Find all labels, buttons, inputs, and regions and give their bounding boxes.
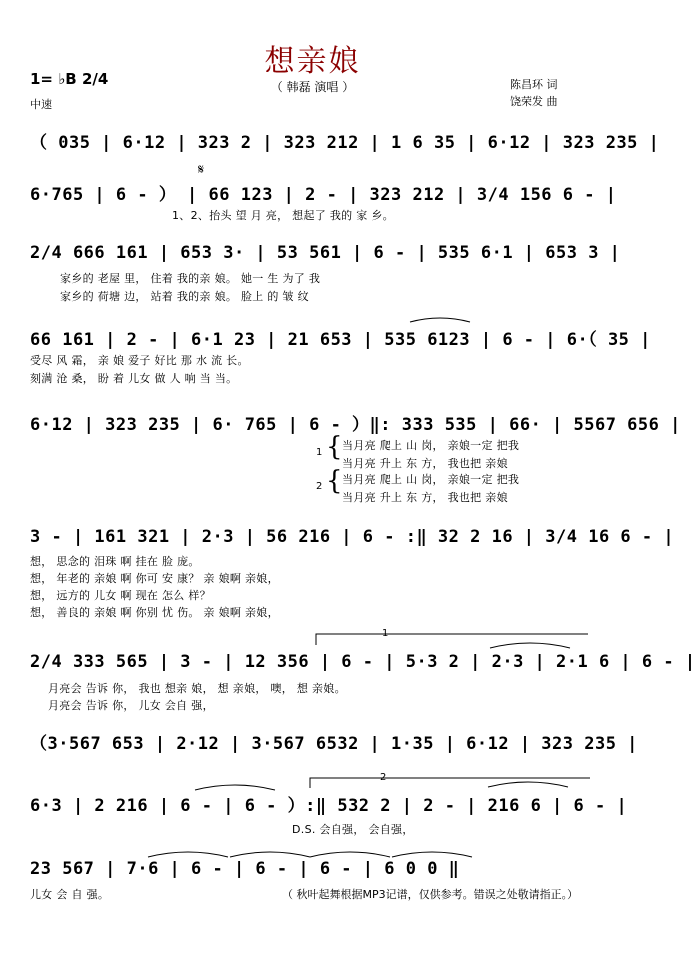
lyric-line-6c: 想， 远方的 儿女 啊 现在 怎么 样？ bbox=[30, 589, 211, 602]
verse-brace-1: { bbox=[326, 432, 343, 462]
lyric-line-4b: 刻满 沧 桑， 盼 着 儿女 做 人 响 当 当。 bbox=[30, 372, 238, 385]
composer-credit: 饶荣发 曲 bbox=[510, 95, 558, 108]
lyric-line-4a: 受尽 风 霜， 亲 娘 爱子 好比 那 水 流 长。 bbox=[30, 354, 249, 367]
music-line-8: （3·567 653 | 2·12 | 3·567 6532 | 1·35 | 6·12 | 323 235 | bbox=[30, 734, 638, 754]
verse-1-line-a: 当月亮 爬上 山 岗， 亲娘一定 把我 bbox=[342, 439, 520, 452]
slur-mark bbox=[230, 852, 310, 857]
music-line-6: 3 - | 161 321 | 2·3 | 56 216 | 6 - :‖ 32 2 16 | 3/4 16 6 - | bbox=[30, 527, 675, 547]
music-line-9: 6·3 | 2 216 | 6 - | 6 - ）:‖ 532 2 | 2 - | 216 6 | 6 - | bbox=[30, 796, 628, 816]
lyric-line-10: 儿女 会 自 强。 bbox=[30, 888, 110, 901]
slur-mark bbox=[195, 785, 275, 790]
ending-1-label: 1 bbox=[382, 628, 389, 639]
music-line-10: 23 567 | 7·6 | 6 - | 6 - | 6 - | 6 0 0 ‖ bbox=[30, 859, 460, 879]
lyric-line-6d: 想， 善良的 亲娘 啊 你别 忧 伤。 亲 娘啊 亲娘， bbox=[30, 606, 279, 619]
lyricist-credit: 陈昌环 词 bbox=[510, 78, 558, 91]
transcriber-note: （ 秋叶起舞根据MP3记谱，仅供参考。错误之处敬请指正。） bbox=[282, 888, 579, 901]
slur-mark bbox=[490, 643, 570, 648]
verse-brace-2: { bbox=[326, 466, 343, 496]
ending-2-label: 2 bbox=[380, 772, 387, 783]
slur-mark bbox=[410, 318, 470, 322]
music-line-7: 2/4 333 565 | 3 - | 12 356 | 6 - | 5·3 2 | 2·3 | 2·1 6 | 6 - | bbox=[30, 652, 696, 672]
slur-mark bbox=[392, 852, 472, 857]
slur-mark bbox=[310, 852, 390, 857]
music-line-5: 6·12 | 323 235 | 6· 765 | 6 - ）‖: 333 535 | 66· | 5567 656 | bbox=[30, 415, 681, 435]
lyric-line-3b: 家乡的 荷塘 边， 站着 我的亲 娘。 脸上 的 皱 纹 bbox=[60, 290, 309, 303]
song-title: 想亲娘 bbox=[264, 44, 361, 79]
lyric-line-6b: 想， 年老的 亲娘 啊 你可 安 康？ 亲 娘啊 亲娘， bbox=[30, 572, 279, 585]
lyric-line-2: 1、2、抬头 望 月 亮， 想起了 我的 家 乡。 bbox=[172, 209, 394, 222]
key-signature: 1= ♭B 2/4 bbox=[30, 70, 109, 88]
tempo-marking: 中速 bbox=[30, 98, 52, 111]
singer-credit: （ 韩磊 演唱 ） bbox=[270, 80, 355, 94]
lyric-line-9: D.S. 会自强， 会自强， bbox=[292, 823, 414, 836]
slur-mark bbox=[488, 782, 568, 787]
verse-2-line-a: 当月亮 爬上 山 岗， 亲娘一定 把我 bbox=[342, 473, 520, 486]
ending-1-bracket bbox=[316, 634, 588, 645]
verse-number-2: 2 bbox=[316, 481, 323, 492]
verse-2-line-b: 当月亮 升上 东 方， 我也把 亲娘 bbox=[342, 491, 508, 504]
verse-1-line-b: 当月亮 升上 东 方， 我也把 亲娘 bbox=[342, 457, 508, 470]
lyric-line-7b: 月亮会 告诉 你， 儿女 会自 强， bbox=[48, 699, 214, 712]
lyric-line-3a: 家乡的 老屋 里， 住着 我的亲 娘。 她一 生 为了 我 bbox=[60, 272, 321, 285]
music-line-1: （ 035 | 6·12 | 323 2 | 323 212 | 1 6 35 | 6·12 | 323 235 | bbox=[30, 133, 660, 153]
lyric-line-7a: 月亮会 告诉 你， 我也 想亲 娘， 想 亲娘， 噢， 想 亲娘。 bbox=[48, 682, 346, 695]
segno-sign: 𝄋 bbox=[198, 162, 205, 178]
music-line-2: 6·765 | 6 - ） | 66 123 | 2 - | 323 212 | 3/4 156 6 - | bbox=[30, 185, 617, 205]
slur-mark bbox=[148, 852, 228, 857]
verse-number-1: 1 bbox=[316, 447, 323, 458]
ending-2-bracket bbox=[310, 778, 590, 788]
music-line-3: 2/4 666 161 | 653 3· | 53 561 | 6 - | 535 6·1 | 653 3 | bbox=[30, 243, 621, 263]
music-line-4: 66 161 | 2 - | 6·1 23 | 21 653 | 535 6123 | 6 - | 6·（ 35 | bbox=[30, 330, 651, 350]
lyric-line-6a: 想， 思念的 泪珠 啊 挂在 脸 庞。 bbox=[30, 555, 200, 568]
